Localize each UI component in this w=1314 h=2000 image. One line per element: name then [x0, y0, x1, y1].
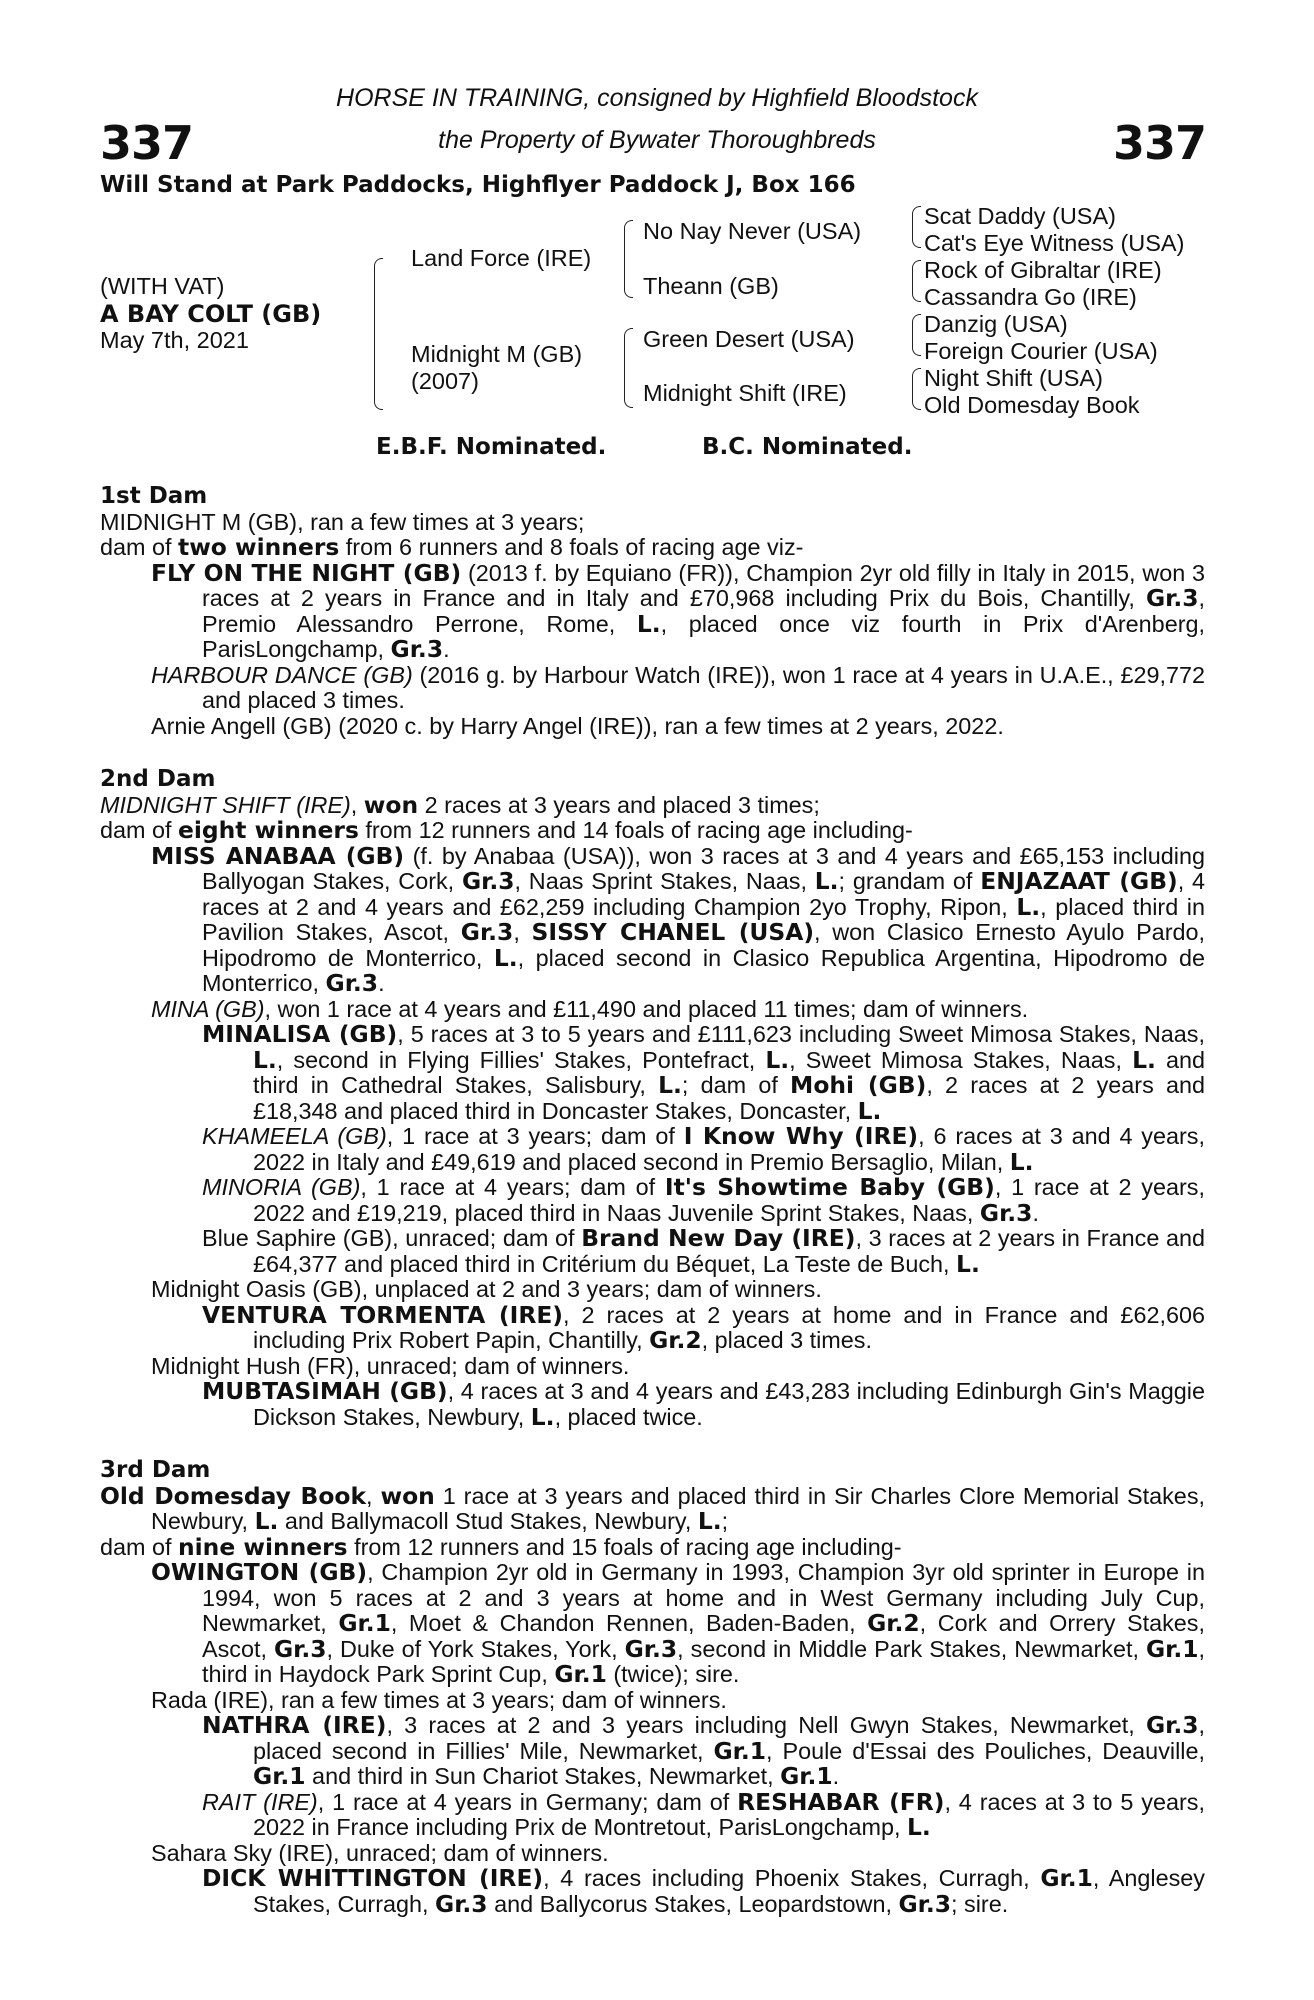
pedigree-brace-sire [624, 220, 633, 298]
dds-name: Night Shift (USA) [924, 365, 1103, 391]
paragraph: dam of nine winners from 12 runners and 15 foals of racing age including- [100, 1532, 902, 1561]
progeny-entry: Rada (IRE), ran a few times at 3 years; dam of winners. [151, 1686, 727, 1713]
pedigree-brace-ss [912, 206, 921, 248]
vat-label: (WITH VAT) [100, 273, 225, 299]
progeny-entry: Sahara Sky (IRE), unraced; dam of winners. [151, 1839, 609, 1866]
progeny-entry: NATHRA (IRE), 3 races at 2 and 3 years including Nell Gwyn Stakes, Newmarket, Gr.3, placed second in Fillies' Mile, Newmarket, Gr.1, Poule d'Essai des Pouliches, Deauville, Gr.1 and third in Sun Chariot Stakes, Newmarket, Gr.1. [202, 1711, 1205, 1790]
sire-dam: Theann (GB) [643, 273, 779, 299]
sds-name: Rock of Gibraltar (IRE) [924, 257, 1162, 283]
progeny-entry: MUBTASIMAH (GB), 4 races at 3 and 4 years and £43,283 including Edinburgh Gin's Maggie Dickson Stakes, Newbury, L., placed twice. [202, 1377, 1205, 1431]
ddd-name: Old Domesday Book [924, 392, 1140, 418]
progeny-entry: MINALISA (GB), 5 races at 3 to 5 years and £111,623 including Sweet Mimosa Stakes, Naas, L., second in Flying Fillies' Stakes, Pontefract, L., Sweet Mimosa Stakes, Naas, L. and third in Cathedral Stakes, Salisbury, L.; dam of Mohi (GB), 2 races at 2 years and £18,348 and placed third in Doncaster Stakes, Doncaster, L. [202, 1020, 1205, 1125]
consignor-line: HORSE IN TRAINING, consigned by Highfield Bloodstock [336, 84, 978, 112]
dam-name: Midnight M (GB) [411, 341, 583, 367]
dsd-name: Foreign Courier (USA) [924, 338, 1158, 364]
progeny-entry: MINA (GB), won 1 race at 4 years and £11,490 and placed 11 times; dam of winners. [151, 995, 1029, 1022]
progeny-entry: Midnight Oasis (GB), unplaced at 2 and 3 years; dam of winners. [151, 1276, 822, 1302]
paragraph: dam of eight winners from 12 runners and 14 foals of racing age including- [100, 816, 913, 844]
pedigree-brace-dd [912, 368, 921, 410]
dam-dam: Midnight Shift (IRE) [643, 380, 847, 406]
dam-sire: Green Desert (USA) [643, 326, 855, 352]
progeny-entry: HARBOUR DANCE (GB) (2016 g. by Harbour Watch (IRE)), won 1 race at 4 years in U.A.E., £29,772 and placed 3 times. [151, 661, 1206, 713]
dam-year: (2007) [411, 368, 479, 394]
pedigree-brace-main [374, 258, 383, 410]
pedigree-brace-sd [912, 260, 921, 302]
stand-location: Will Stand at Park Paddocks, Highflyer Paddock J, Box 166 [100, 172, 856, 198]
pedigree-brace-ds [912, 314, 921, 356]
dss-name: Danzig (USA) [924, 311, 1068, 337]
catalogue-body [100, 484, 1205, 1917]
progeny-entry: DICK WHITTINGTON (IRE), 4 races including Phoenix Stakes, Curragh, Gr.1, Anglesey Stakes, Curragh, Gr.3 and Ballycorus Stakes, Leopardstown, Gr.3; sire. [202, 1864, 1205, 1918]
ebf-nomination: E.B.F. Nominated. [376, 434, 607, 460]
progeny-entry: Blue Saphire (GB), unraced; dam of Brand New Day (IRE), 3 races at 2 years in France and £64,377 and placed third in Critérium du Béquet, La Teste de Buch, L. [202, 1224, 1205, 1278]
progeny-entry: FLY ON THE NIGHT (GB) (2013 f. by Equiano (FR)), Champion 2yr old filly in Italy in 2015, won 3 races at 2 years in France and in Italy and £70,968 including Prix du Bois, Chantilly, Gr.3, Premio Alessandro Perrone, Rome, L., placed once viz fourth in Prix d'Arenberg, ParisLongchamp, Gr.3. [151, 558, 1206, 663]
progeny-entry: Arnie Angell (GB) (2020 c. by Harry Angel (IRE)), ran a few times at 2 years, 2022. [151, 712, 1004, 739]
section-heading-3rd-dam: 3rd Dam [100, 1457, 211, 1483]
progeny-entry: KHAMEELA (GB), 1 race at 3 years; dam of I Know Why (IRE), 6 races at 3 and 4 years, 2022 in Italy and £49,619 and placed second in Premio Bersaglio, Milan, L. [202, 1122, 1205, 1176]
section-heading-2nd-dam: 2nd Dam [100, 766, 216, 792]
progeny-entry: OWINGTON (GB), Champion 2yr old in Germany in 1993, Champion 3yr old sprinter in Europe in 1994, won 5 races at 2 and 3 years at home and in West Germany including July Cup, Newmarket, Gr.1, Moet & Chandon Rennen, Baden-Baden, Gr.2, Cork and Orrery Stakes, Ascot, Gr.3, Duke of York Stakes, York, Gr.3, second in Middle Park Stakes, Newmarket, Gr.1, third in Haydock Park Sprint Cup, Gr.1 (twice); sire. [151, 1558, 1206, 1688]
paragraph: MIDNIGHT M (GB), ran a few times at 3 years; [100, 508, 585, 535]
lot-number-right: 337 [1112, 116, 1206, 170]
bc-nomination: B.C. Nominated. [702, 434, 913, 460]
horse-name: A BAY COLT (GB) [100, 300, 322, 328]
sdd-name: Cassandra Go (IRE) [924, 284, 1137, 310]
paragraph: MIDNIGHT SHIFT (IRE), won 2 races at 3 years and placed 3 times; [100, 790, 820, 819]
pedigree-brace-dam [624, 328, 633, 408]
paragraph: Old Domesday Book, won 1 race at 3 years and placed third in Sir Charles Clore Memorial Stakes, Newbury, L. and Ballymacoll Stud Stakes, Newbury, L.; [100, 1481, 1206, 1535]
ssd-name: Cat's Eye Witness (USA) [924, 230, 1185, 256]
sire-name: Land Force (IRE) [411, 245, 592, 271]
progeny-entry: RAIT (IRE), 1 race at 4 years in Germany; dam of RESHABAR (FR), 4 races at 3 to 5 years, 2022 in France including Prix de Montretout, ParisLongchamp, L. [202, 1787, 1205, 1841]
sire-sire: No Nay Never (USA) [643, 218, 862, 244]
property-line: the Property of Bywater Thoroughbreds [438, 126, 876, 154]
progeny-entry: MISS ANABAA (GB) (f. by Anabaa (USA)), won 3 races at 3 and 4 years and £65,153 including Ballyogan Stakes, Cork, Gr.3, Naas Sprint Stakes, Naas, L.; grandam of ENJAZAAT (GB), 4 races at 2 and 4 years and £62,259 including Champion 2yo Trophy, Ripon, L., placed third in Pavilion Stakes, Ascot, Gr.3, SISSY CHANEL (USA), won Clasico Ernesto Ayulo Pardo, Hipodromo de Monterrico, L., placed second in Clasico Republica Argentina, Hipodromo de Monterrico, Gr.3. [151, 841, 1206, 997]
section-heading-1st-dam: 1st Dam [100, 483, 208, 509]
sss-name: Scat Daddy (USA) [924, 203, 1116, 229]
paragraph: dam of two winners from 6 runners and 8 foals of racing age viz- [100, 533, 804, 561]
progeny-entry: VENTURA TORMENTA (IRE), 2 races at 2 years at home and in France and £62,606 including Prix Robert Papin, Chantilly, Gr.2, placed 3 times. [202, 1300, 1205, 1354]
lot-number-left: 337 [100, 116, 194, 170]
foaling-date: May 7th, 2021 [100, 327, 249, 353]
progeny-entry: Midnight Hush (FR), unraced; dam of winners. [151, 1352, 630, 1379]
progeny-entry: MINORIA (GB), 1 race at 4 years; dam of It's Showtime Baby (GB), 1 race at 2 years, 2022 and £19,219, placed third in Naas Juvenile Sprint Stakes, Naas, Gr.3. [202, 1173, 1205, 1227]
